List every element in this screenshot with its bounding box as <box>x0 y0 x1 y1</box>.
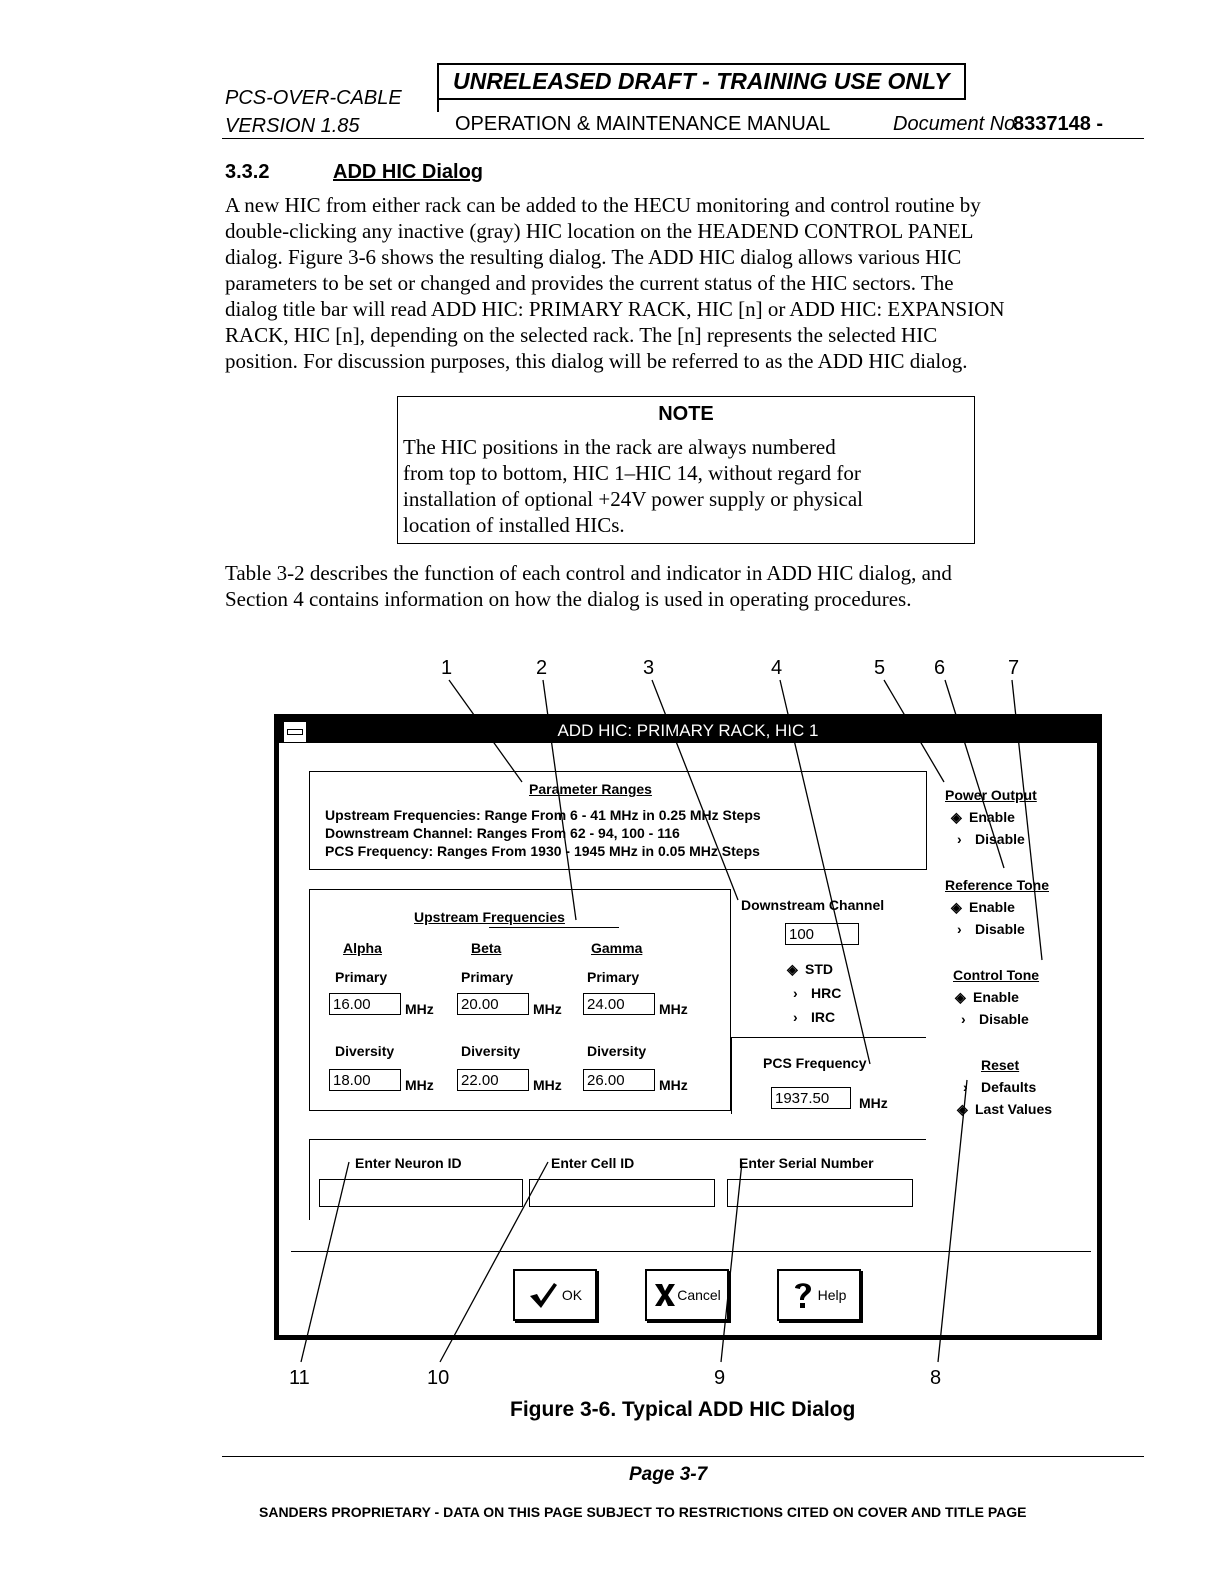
radio-selected-icon: ◈ <box>957 1101 968 1117</box>
control-tone-heading: Control Tone <box>953 967 1040 983</box>
beta-diversity-label: Diversity <box>461 1043 521 1059</box>
leader-line-6 <box>945 680 1004 868</box>
reference-tone-heading: Reference Tone <box>945 877 1049 893</box>
alpha-diversity-label: Diversity <box>335 1043 395 1059</box>
callout-7: 7 <box>1008 657 1020 679</box>
mhz-unit: MHz <box>405 1077 434 1093</box>
document-label: Document No. <box>893 113 1021 135</box>
footer-rule <box>222 1456 1144 1457</box>
option-label: Enable <box>969 899 1015 915</box>
paragraph-line: dialog. Figure 3-6 shows the resulting dialog. The ADD HIC dialog allows various HIC <box>225 245 962 269</box>
leader-line-5 <box>884 680 944 782</box>
callout-2: 2 <box>536 657 548 679</box>
leader-line-9 <box>721 1162 742 1362</box>
downstream-channel-heading: Downstream Channel <box>741 897 885 913</box>
gamma-primary-label: Primary <box>587 969 640 985</box>
pcs-frequency-heading: PCS Frequency <box>763 1055 867 1071</box>
paragraph-line: position. For discussion purposes, this dialog will be referred to as the ADD HIC dialog. <box>225 349 968 373</box>
paragraph-line: double-clicking any inactive (gray) HIC location on the HEADEND CONTROL PANEL <box>225 219 974 243</box>
leader-line-4 <box>780 680 870 1064</box>
note-line: installation of optional +24V power supply or physical <box>403 487 863 511</box>
neuron-id-label: Enter Neuron ID <box>355 1155 462 1171</box>
leader-line-8 <box>938 1080 967 1362</box>
radio-selected-icon: ◈ <box>787 961 798 977</box>
document-number: 8337148 - <box>1013 113 1104 135</box>
beta-primary-label: Primary <box>461 969 514 985</box>
callout-4: 4 <box>771 657 783 679</box>
option-label: HRC <box>811 985 842 1001</box>
callout-1: 1 <box>441 657 453 679</box>
callout-10: 10 <box>427 1367 450 1389</box>
radio-selected-icon: ◈ <box>951 899 962 915</box>
callout-9: 9 <box>714 1367 726 1389</box>
section-number: 3.3.2 <box>225 161 270 183</box>
leader-line-3 <box>652 680 738 900</box>
radio-selected-icon: ◈ <box>951 809 962 825</box>
upstream-range-text: Upstream Frequencies: Range From 6 - 41 MHz in 0.25 MHz Steps <box>325 807 761 823</box>
help-label: Help <box>817 1287 847 1303</box>
beta-diversity-input[interactable]: 22.00 <box>457 1069 529 1091</box>
mhz-unit: MHz <box>659 1077 688 1093</box>
leader-line-1 <box>449 680 522 782</box>
version-label: VERSION 1.85 <box>225 115 360 137</box>
option-label: Enable <box>973 989 1019 1005</box>
manual-title: OPERATION & MAINTENANCE MANUAL <box>455 113 831 135</box>
radio-icon: › <box>793 985 798 1001</box>
reset-heading: Reset <box>981 1057 1020 1073</box>
gamma-diversity-input[interactable]: 26.00 <box>583 1069 655 1091</box>
radio-icon: › <box>957 921 962 937</box>
gamma-diversity-label: Diversity <box>587 1043 647 1059</box>
paragraph-line: RACK, HIC [n], depending on the selected rack. The [n] represents the selected HIC <box>225 323 938 347</box>
cell-id-label: Enter Cell ID <box>551 1155 635 1171</box>
alpha-diversity-input[interactable]: 18.00 <box>329 1069 401 1091</box>
section-title: ADD HIC Dialog <box>333 161 483 183</box>
gamma-label: Gamma <box>591 940 643 956</box>
power-output-heading: Power Output <box>945 787 1037 803</box>
callout-11: 11 <box>289 1367 310 1389</box>
draft-banner: UNRELEASED DRAFT - TRAINING USE ONLY <box>437 63 966 100</box>
radio-selected-icon: ◈ <box>955 989 966 1005</box>
option-label: Defaults <box>981 1079 1037 1095</box>
option-label: Disable <box>975 831 1025 847</box>
note-title: NOTE <box>658 403 714 425</box>
callout-5: 5 <box>874 657 886 679</box>
leader-line-7 <box>1012 680 1042 960</box>
downstream-range-text: Downstream Channel: Ranges From 62 - 94, 100 - 116 <box>325 825 680 841</box>
option-label: Last Values <box>975 1101 1053 1117</box>
mhz-unit: MHz <box>533 1001 562 1017</box>
upstream-frequencies-heading: Upstream Frequencies <box>414 909 565 925</box>
option-label: STD <box>805 961 833 977</box>
note-line: The HIC positions in the rack are always numbered <box>403 435 836 459</box>
paragraph-line: Table 3-2 describes the function of each control and indicator in ADD HIC dialog, and <box>225 561 952 585</box>
radio-icon: › <box>961 1011 966 1027</box>
product-name: PCS-OVER-CABLE <box>225 87 402 109</box>
mhz-unit: MHz <box>405 1001 434 1017</box>
leader-line-2 <box>543 680 576 920</box>
parameter-ranges-heading: Parameter Ranges <box>529 781 652 797</box>
ok-label: OK <box>561 1287 583 1303</box>
leader-line-11 <box>301 1162 349 1362</box>
option-label: IRC <box>811 1009 836 1025</box>
cancel-label: Cancel <box>677 1287 721 1303</box>
callout-3: 3 <box>643 657 655 679</box>
note-line: from top to bottom, HIC 1–HIC 14, without regard for <box>403 461 861 485</box>
downstream-channel-input[interactable]: 100 <box>785 923 859 945</box>
leader-line-10 <box>440 1162 548 1362</box>
option-label: Disable <box>975 921 1025 937</box>
figure-caption: Figure 3-6. Typical ADD HIC Dialog <box>510 1398 856 1421</box>
alpha-label: Alpha <box>343 940 382 956</box>
beta-primary-input[interactable]: 20.00 <box>457 993 529 1015</box>
paragraph-line: dialog title bar will read ADD HIC: PRIMARY RACK, HIC [n] or ADD HIC: EXPANSION <box>225 297 1005 321</box>
beta-label: Beta <box>471 940 502 956</box>
callout-6: 6 <box>934 657 946 679</box>
pcs-frequency-input[interactable]: 1937.50 <box>771 1087 851 1109</box>
radio-icon: › <box>793 1009 798 1025</box>
gamma-primary-input[interactable]: 24.00 <box>583 993 655 1015</box>
paragraph-line: parameters to be set or changed and provides the current status of the HIC sectors. The <box>225 271 954 295</box>
alpha-primary-label: Primary <box>335 969 388 985</box>
proprietary-notice: SANDERS PROPRIETARY - DATA ON THIS PAGE SUBJECT TO RESTRICTIONS CITED ON COVER AND TITLE PAGE <box>259 1504 1027 1520</box>
mhz-unit: MHz <box>859 1095 888 1111</box>
mhz-unit: MHz <box>533 1077 562 1093</box>
option-label: Enable <box>969 809 1015 825</box>
callout-8: 8 <box>930 1367 942 1389</box>
paragraph-line: A new HIC from either rack can be added to the HECU monitoring and control routine by <box>225 193 981 217</box>
pcs-range-text: PCS Frequency: Ranges From 1930 - 1945 MHz in 0.05 MHz Steps <box>325 843 760 859</box>
dialog-title: ADD HIC: PRIMARY RACK, HIC 1 <box>557 721 819 740</box>
paragraph-line: Section 4 contains information on how the dialog is used in operating procedures. <box>225 587 912 611</box>
mhz-unit: MHz <box>659 1001 688 1017</box>
serial-number-label: Enter Serial Number <box>739 1155 874 1171</box>
radio-icon: › <box>957 831 962 847</box>
alpha-primary-input[interactable]: 16.00 <box>329 993 401 1015</box>
note-line: location of installed HICs. <box>403 513 625 537</box>
page-number: Page 3-7 <box>629 1464 708 1485</box>
option-label: Disable <box>979 1011 1029 1027</box>
radio-icon: › <box>963 1079 968 1095</box>
